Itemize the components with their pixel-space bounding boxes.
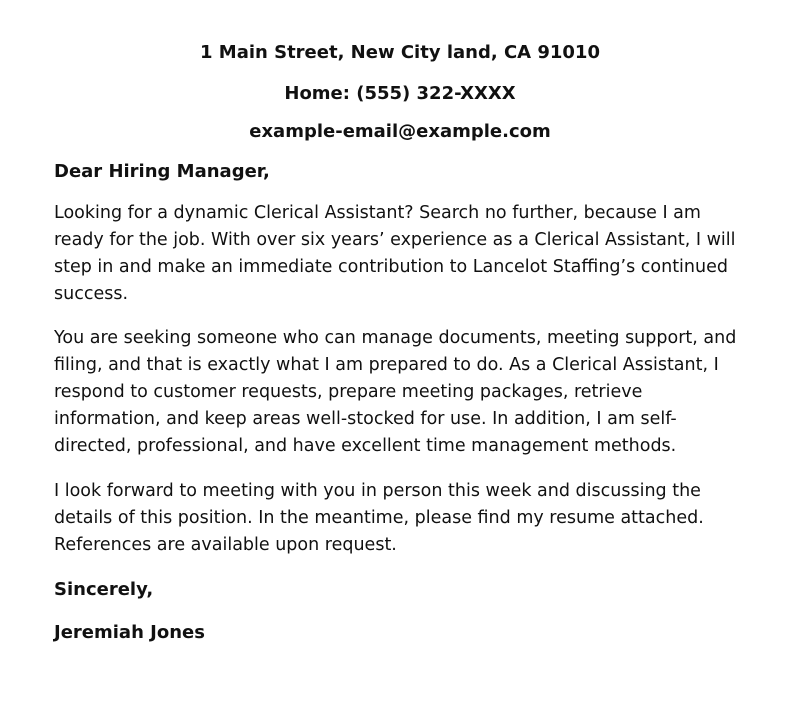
paragraph-line: step in and make an immediate contribution to Lancelot Staffing’s continued: [54, 257, 728, 277]
body-paragraph-3: [54, 478, 754, 559]
paragraph-line: directed, professional, and have excellent time management methods.: [54, 436, 677, 456]
sender-email: example-email@example.com: [249, 121, 551, 142]
closing: Sincerely,: [54, 579, 154, 600]
paragraph-line: ready for the job. With over six years’ experience as a Clerical Assistant, I will: [54, 230, 736, 250]
paragraph-line: respond to customer requests, prepare meeting packages, retrieve: [54, 382, 643, 402]
paragraph-line: References are available upon request.: [54, 535, 397, 555]
signature-name: Jeremiah Jones: [54, 622, 205, 643]
salutation: Dear Hiring Manager,: [54, 161, 270, 182]
paragraph-line: filing, and that is exactly what I am prepared to do. As a Clerical Assistant, I: [54, 355, 719, 375]
paragraph-line: information, and keep areas well-stocked for use. In addition, I am self-: [54, 409, 677, 429]
sender-address: 1 Main Street, New City land, CA 91010: [200, 42, 600, 63]
paragraph-line: I look forward to meeting with you in person this week and discussing the: [54, 481, 701, 501]
body-paragraph-1: [54, 200, 754, 308]
paragraph-line: success.: [54, 284, 129, 304]
sender-phone: Home: (555) 322-XXXX: [284, 83, 516, 104]
paragraph-line: You are seeking someone who can manage documents, meeting support, and: [54, 328, 737, 348]
paragraph-line: Looking for a dynamic Clerical Assistant? Search no further, because I am: [54, 203, 701, 223]
body-paragraph-2: [54, 325, 754, 460]
paragraph-line: details of this position. In the meantime, please find my resume attached.: [54, 508, 704, 528]
